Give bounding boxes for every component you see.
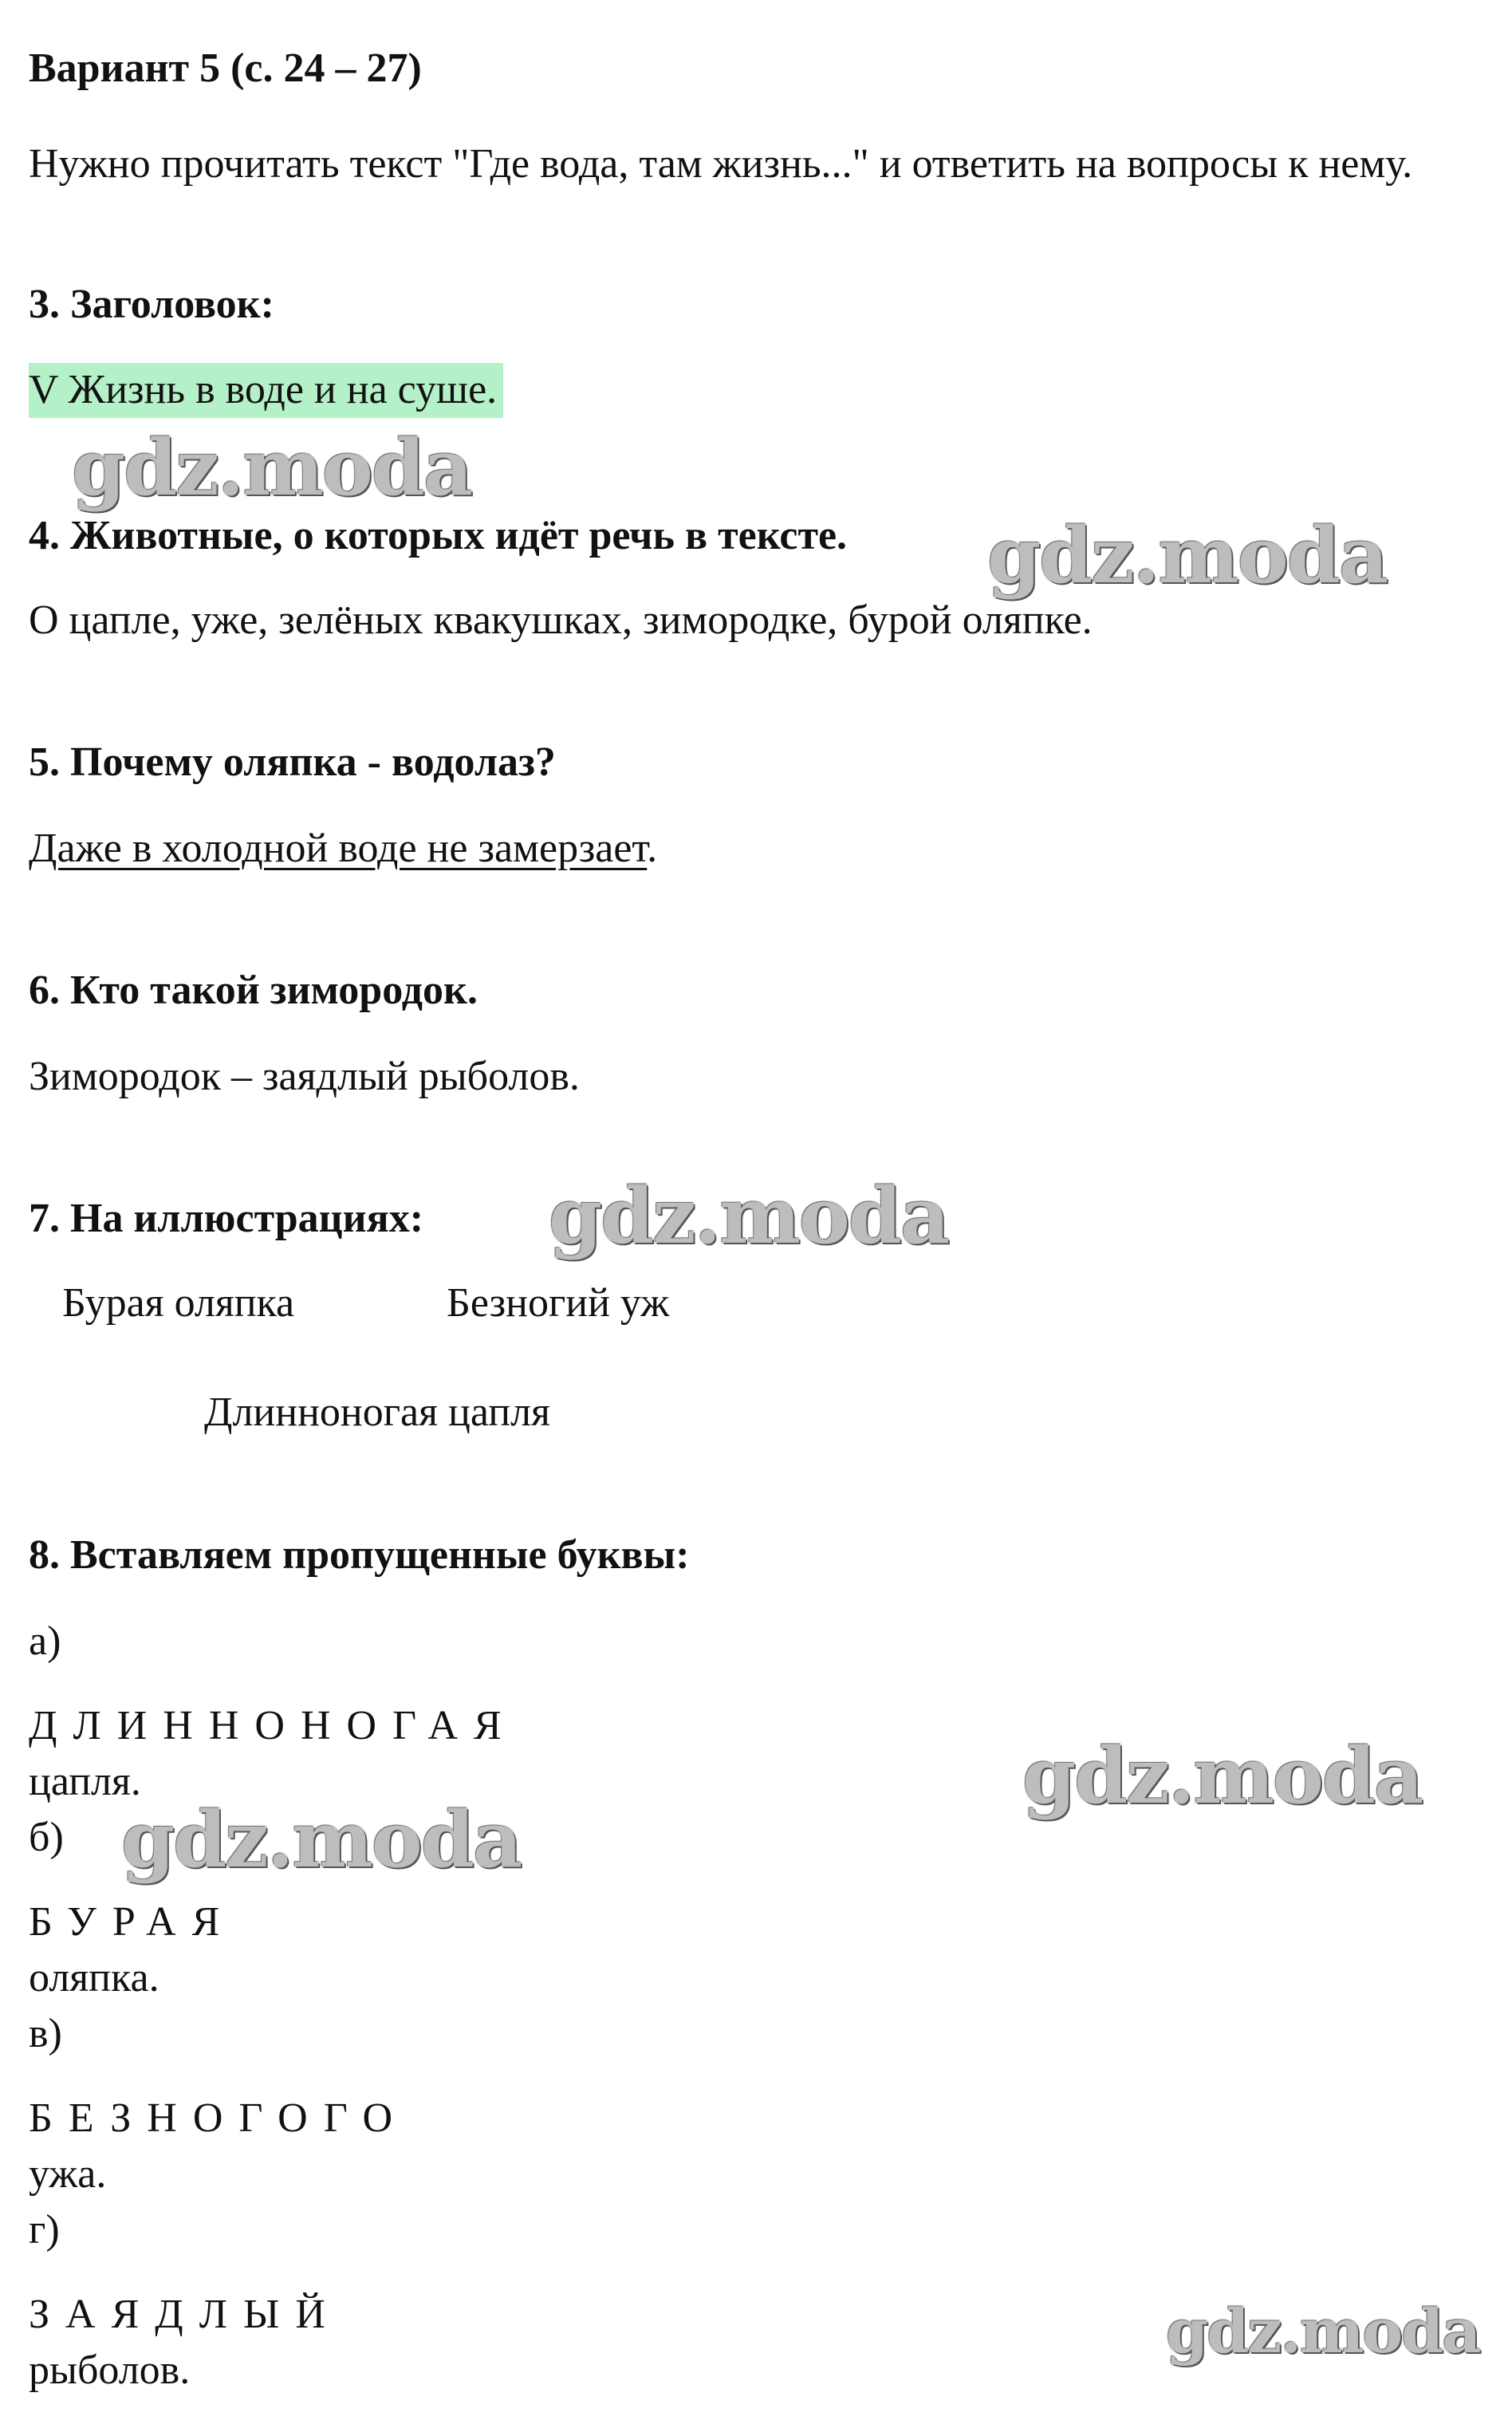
q8-item-noun: ужа. [29,2151,107,2197]
q8-item-word: ЗАЯДЛЫЙ [29,2292,341,2337]
q6-answer: Зимородок – заядлый рыболов. [29,1054,580,1099]
watermark: gdz.moda [72,423,472,513]
watermark: gdz.moda [1166,2296,1480,2367]
watermark: gdz.moda [121,1795,522,1885]
q3-title: 3. Заголовок: [29,282,274,327]
q8-title: 8. Вставляем пропущенные буквы: [29,1532,690,1578]
q3-answer-text: Жизнь в воде и на суше. [68,367,498,412]
page-heading: Вариант 5 (с. 24 – 27) [29,45,422,91]
q8-item-word: БУРАЯ [29,1899,236,1945]
q7-title: 7. На иллюстрациях: [29,1196,424,1241]
q8-item-letter: в) [29,2011,62,2056]
intro-text: Нужно прочитать текст "Где вода, там жизнь..." и ответить на вопросы к нему. [29,141,1413,187]
q8-item-noun: цапля. [29,1759,141,1804]
q4-title: 4. Животные, о которых идёт речь в тексте. [29,513,848,558]
q8-item-word: ДЛИННОНОГАЯ [29,1703,518,1748]
watermark: gdz.moda [1022,1731,1423,1821]
q8-item-word: БЕЗНОГОГО [29,2095,409,2141]
q3-answer [29,363,503,418]
q8-item-letter: г) [29,2207,60,2253]
q8-item-noun: рыболов. [29,2347,191,2393]
answer-check-mark: V [29,367,58,412]
q4-answer: О цапле, уже, зелёных квакушках, зимородке, бурой оляпке. [29,597,1093,643]
q8-item-noun: оляпка. [29,1955,159,2000]
illustration-label: Длинноногая цапля [204,1389,550,1435]
illustration-label: Бурая оляпка [62,1280,295,1326]
q5-answer [29,822,657,877]
q8-item-letter: а) [29,1618,61,1664]
q6-title: 6. Кто такой зимородок. [29,968,478,1013]
q8-item-letter: б) [29,1815,64,1860]
watermark: gdz.moda [987,510,1388,601]
q5-answer-period: . [647,826,658,871]
illustration-label: Безногий уж [447,1280,670,1326]
q5-answer-underlined: Даже в холодной воде не замерзает [29,826,648,871]
q5-title: 5. Почему оляпка - водолаз? [29,739,556,785]
watermark: gdz.moda [549,1171,949,1261]
